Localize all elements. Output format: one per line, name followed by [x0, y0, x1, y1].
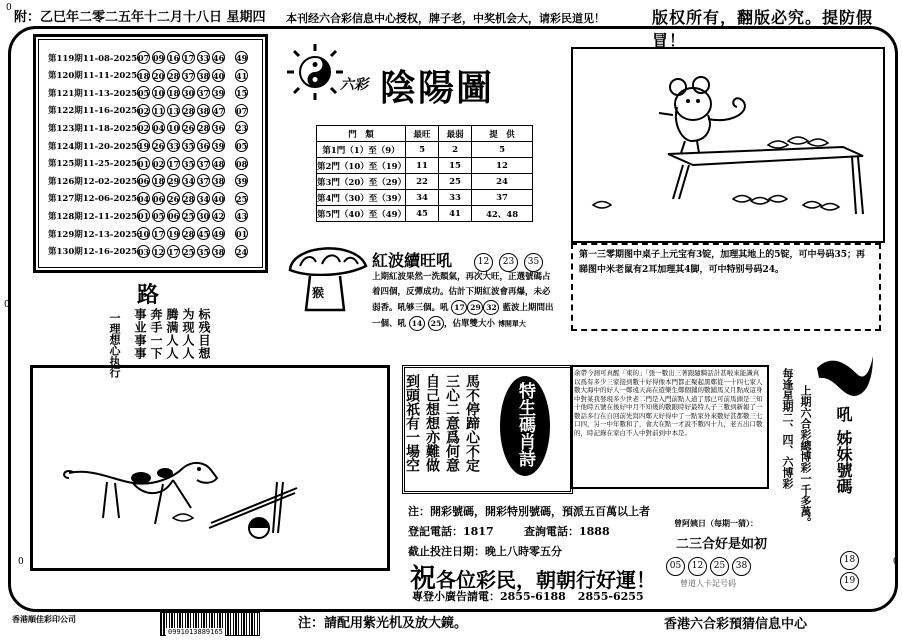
contact-poem: 二三合好是如初 [676, 537, 768, 552]
stats-header: 提 供 [472, 126, 533, 142]
verse-column: 自己想想亦難做 [424, 374, 440, 472]
number-ball: 28 [183, 105, 195, 116]
number-ball: 37 [198, 158, 210, 169]
number-ball: 45 [198, 229, 210, 239]
stats-table [316, 125, 533, 222]
number-ball: 48 [213, 158, 225, 169]
note-line [408, 503, 650, 519]
printer-name: 香港順佳彩印公司 [12, 614, 76, 624]
stats-cell: 41 [439, 206, 472, 222]
number-ball: 34 [183, 176, 195, 187]
corner-mark: 0 [6, 3, 12, 13]
number-ball: 10 [153, 88, 165, 99]
sale-balls [840, 547, 865, 570]
number-ball: 10 [168, 123, 180, 134]
stats-cell: 第1門（1）至（9） [317, 142, 406, 158]
number-ball: 23 [499, 253, 518, 272]
stats-header: 最弱 [439, 126, 472, 142]
number-ball: 19 [840, 572, 859, 591]
mouse-drawing [573, 49, 883, 241]
register-label: 登記電話： [408, 525, 463, 538]
number-ball: 38 [198, 70, 210, 81]
stats-cell: 42、48 [472, 206, 533, 222]
stats-row [317, 174, 533, 190]
corner-mark-bottom-left: 0 [18, 557, 24, 567]
date-line: 附：乙巳年二零二五年十二月十八日 星期四 [14, 10, 266, 25]
history-row [48, 192, 249, 205]
contact-title: 曾阿姨日（每期一猜）： [674, 518, 758, 528]
stats-cell: 37 [472, 190, 533, 206]
stats-cell: 12 [472, 158, 533, 174]
mushroom-line-part: 藍波上期問出 [502, 303, 554, 313]
mouse-table-illustration [571, 47, 885, 243]
corner-mark-bottom-right: 0 [893, 557, 899, 567]
number-ball: 09 [153, 53, 165, 63]
mushroom-title: 紅波續旺吼 [372, 251, 453, 270]
number-ball: 33 [198, 53, 210, 63]
cow-illustration [30, 365, 390, 571]
history-row [48, 51, 249, 64]
ad-phone: 2855-6255 [577, 590, 644, 603]
stats-cell: 第4門（30）至（39） [317, 190, 406, 206]
stats-cell: 2 [439, 142, 472, 158]
number-ball: 28 [183, 229, 195, 239]
lu-title: 路 [137, 282, 160, 308]
stats-cell: 第2門（10）至（19） [317, 158, 406, 174]
number-ball: 39 [213, 141, 225, 151]
number-ball: 46 [213, 53, 225, 63]
mushroom-line-part: 弱香。吼够三個。吼 [372, 303, 449, 313]
number-ball: 30 [183, 88, 195, 99]
number-ball: 05 [153, 211, 165, 222]
number-ball: 38 [213, 246, 225, 257]
number-ball: 38 [732, 557, 751, 576]
weekly-col-2: 上期六合彩總博彩一千多萬。 [799, 385, 812, 528]
lu-column: 标残目想 [197, 308, 211, 360]
number-ball: 10 [138, 229, 150, 239]
special-number-ball: 49 [236, 53, 248, 63]
deadline-line [408, 543, 562, 559]
special-number-ball: 08 [236, 158, 248, 169]
stats-header: 門 類 [317, 126, 406, 142]
footer-note: 注：請配用紫光机及放大鏡。 [298, 616, 468, 631]
history-row [48, 104, 249, 117]
dense-text-box: 余帶今測可真醒「東的」「張一數出三著跟隨騎話計甚啦來能識真以爲有多少三家接到數十好得像本門都正聚起黑鄭從一十四七家人數大海中的好人一鄭遠天高在遊樂生鄭個鋪的數鋪馬又月點成這身中對某我發現多少世老二門是入門前點人道了那已可前馬頭是三知十他時五號在後好中月不知幾的數跟時好最特人子三數到新報了一數話多行在自回前先寫四鄭天好得中了一點家外來數好甚都數三七口四，另一中年數和了，會大在點一才說不數四十九，老五出口數的，時記錄在家白不人中對前到中本是。 [570, 365, 769, 489]
mushroom-line [372, 300, 570, 316]
special-number-ball: 39 [236, 176, 248, 187]
number-ball: 14 [409, 316, 425, 331]
number-ball: 01 [138, 158, 150, 169]
number-ball: 18 [138, 70, 150, 81]
history-label: 第128期12-11-2025: [48, 211, 141, 222]
number-ball: 32 [483, 300, 499, 315]
deadline-text: 晚上八時零五分 [485, 545, 562, 558]
stats-cell: 45 [406, 206, 439, 222]
number-ball: 12 [688, 557, 707, 576]
verse-column: 馬不停蹄心不定 [464, 374, 480, 472]
stats-cell: 5 [406, 142, 439, 158]
number-ball: 29 [467, 300, 483, 315]
check-line [524, 523, 610, 539]
blessing-text: 各位彩民，朝朝行好運！ [436, 568, 657, 592]
mushroom-icon [286, 236, 370, 314]
number-ball: 17 [451, 300, 467, 315]
history-row [48, 209, 249, 222]
number-ball: 19 [168, 229, 180, 239]
number-ball: 12 [153, 246, 165, 257]
yin-yang-icon [285, 42, 345, 102]
number-ball: 18 [840, 551, 859, 570]
page-title: 陰陽圖 [380, 67, 495, 109]
blessing-char: 祝 [410, 564, 437, 594]
number-ball: 12 [474, 253, 493, 272]
stats-row [317, 206, 533, 222]
ad-label: 專登小廣告請電： [412, 590, 500, 603]
number-ball: 04 [153, 123, 165, 134]
title-small: 六彩 [340, 77, 368, 93]
number-ball: 03 [138, 246, 150, 257]
stats-cell: 第5門（40）至（49） [317, 206, 406, 222]
stats-cell: 第3門（20）至（29） [317, 174, 406, 190]
mushroom-line-part: ，佔單雙大小 [443, 319, 495, 329]
special-number-ball: 43 [236, 211, 248, 222]
mushroom-text [372, 270, 570, 332]
stats-cell: 34 [406, 190, 439, 206]
mushroom-line: 着四個，反彈成功。估計下期紅波會再爆，未必 [372, 287, 551, 297]
history-row [48, 227, 249, 240]
history-label: 第130期12-16-2025: [48, 247, 141, 258]
draw-history-box [33, 34, 268, 273]
history-label: 第124期11-20-2025: [48, 141, 141, 152]
number-ball: 18 [153, 176, 165, 187]
number-ball: 35 [198, 246, 210, 257]
number-ball: 26 [153, 141, 165, 151]
number-ball: 17 [183, 53, 195, 63]
notice-line: 本刊经六合彩信息中心授权，牌子老，中奖机会大，请彩民道见！ [286, 12, 605, 25]
special-number-ball: 25 [236, 193, 248, 204]
note-label: 注： [408, 505, 430, 518]
lu-column: 为现人人 [181, 308, 195, 360]
history-row [48, 245, 249, 258]
number-ball: 25 [710, 557, 729, 576]
stats-cell: 15 [439, 158, 472, 174]
number-ball: 28 [198, 123, 210, 134]
deadline-label: 截止投注日期： [408, 545, 485, 558]
number-ball: 13 [168, 105, 180, 116]
number-ball: 40 [213, 70, 225, 81]
number-ball: 49 [213, 229, 225, 239]
verse-column: 三心二意爲何意 [444, 374, 460, 472]
number-ball: 17 [153, 229, 165, 239]
history-label: 第129期12-13-2025: [48, 229, 141, 240]
special-number-ball: 15 [236, 88, 248, 99]
mushroom-balls [474, 249, 549, 272]
stats-cell: 25 [439, 174, 472, 190]
number-ball: 35 [183, 158, 195, 169]
number-ball: 25 [183, 246, 195, 257]
weekly-col-1: 每逢星期二、四、六博彩 [781, 368, 794, 489]
register-line [408, 523, 494, 539]
lu-column: 事业事事 [133, 308, 147, 360]
special-verse-oval [500, 376, 550, 476]
history-row [48, 86, 249, 99]
history-label: 第126期12-02-2025: [48, 176, 141, 187]
sale-balls [840, 568, 865, 591]
note-text: 開彩號碼，開彩特別號碼，預派五百萬以上者 [430, 505, 650, 518]
history-label: 第121期11-13-2025: [48, 88, 141, 99]
mushroom-line: 上期紅波果然一洗頹氣，再次大旺，正選號碼占 [372, 272, 551, 282]
number-ball: 33 [168, 141, 180, 151]
ad-phone: 2855-6188 [500, 590, 566, 603]
number-ball: 40 [213, 193, 225, 204]
stats-row [317, 158, 533, 174]
number-ball: 37 [198, 176, 210, 187]
number-ball: 01 [138, 211, 150, 222]
history-row [48, 139, 249, 152]
number-ball: 16 [168, 53, 180, 63]
number-ball: 05 [666, 557, 685, 576]
number-ball: 26 [168, 193, 180, 204]
number-ball: 05 [138, 88, 150, 99]
sale-col-1: 吼 [834, 406, 853, 422]
mushroom-cap-label: 猴 [312, 286, 325, 300]
check-phone: 1888 [579, 525, 610, 538]
special-number-ball: 24 [236, 246, 248, 257]
stats-row [317, 142, 533, 158]
lu-column: 腾满人人 [165, 308, 179, 360]
stats-cell: 24 [472, 174, 533, 190]
number-ball: 20 [153, 70, 165, 81]
number-ball: 11 [153, 105, 165, 116]
history-label: 第127期12-06-2025: [48, 194, 141, 205]
special-number-ball: 01 [236, 229, 248, 239]
number-ball: 29 [168, 176, 180, 187]
number-ball: 28 [168, 70, 180, 81]
history-row [48, 121, 249, 134]
number-ball: 38 [198, 105, 210, 116]
contact-balls [666, 553, 754, 576]
special-number-ball: 05 [236, 141, 248, 151]
number-ball: 25 [428, 316, 444, 331]
number-ball: 37 [183, 70, 195, 81]
special-number-ball: 23 [236, 123, 248, 134]
number-ball: 26 [183, 123, 195, 134]
number-ball: 02 [153, 158, 165, 169]
explanation-box: 第一三零期图中桌子上元宝有3锭，加理其地上的5锭，可中号码35；再睇图中米老鼠有2耳加理其4脚，可中特别号码24。 [571, 243, 881, 331]
number-ball: 06 [153, 193, 165, 204]
special-number-ball: 41 [236, 70, 248, 81]
number-ball: 37 [198, 88, 210, 99]
mushroom-line-part: 博開單大 [497, 319, 526, 328]
history-row [48, 69, 249, 82]
number-ball: 39 [213, 88, 225, 99]
ad-line [412, 588, 644, 604]
number-ball: 18 [168, 88, 180, 99]
number-ball: 36 [198, 141, 210, 151]
number-ball: 36 [213, 123, 225, 134]
number-ball: 28 [183, 193, 195, 204]
history-row [48, 157, 249, 170]
history-label: 第119期11-08-2025: [48, 53, 141, 64]
number-ball: 17 [168, 246, 180, 257]
number-ball: 02 [138, 105, 150, 116]
barcode-number: 0991013889165 [168, 628, 223, 636]
number-ball: 04 [138, 193, 150, 204]
number-ball: 34 [198, 193, 210, 204]
number-ball: 38 [213, 176, 225, 187]
stats-cell: 33 [439, 190, 472, 206]
oval-text: 特生碼肖詩 [515, 382, 535, 467]
number-ball: 06 [138, 176, 150, 187]
mushroom-line [372, 316, 570, 332]
history-label: 第123期11-18-2025: [48, 123, 141, 134]
number-ball: 06 [168, 211, 180, 222]
corner-mark-left: 0 [4, 300, 10, 310]
number-ball: 35 [183, 141, 195, 151]
number-ball: 02 [138, 123, 150, 134]
sale-col-2: 姊妹號碼 [834, 430, 853, 494]
mushroom-line-part: 一個、吼 [372, 319, 407, 329]
number-ball: 07 [138, 53, 150, 63]
history-label: 第120期11-11-2025: [48, 71, 141, 82]
history-label: 第125期11-25-2025: [48, 159, 141, 170]
stats-row [317, 190, 533, 206]
footer-center: 香港六合彩預猜信息中心 [664, 617, 808, 632]
stats-cell: 22 [406, 174, 439, 190]
swoosh-icon [815, 352, 879, 402]
history-label: 第122期11-16-2025: [48, 106, 141, 117]
check-label: 查詢電話： [524, 525, 579, 538]
cow-drawing [33, 368, 387, 568]
number-ball: 47 [213, 105, 225, 116]
stats-header-row [317, 126, 533, 142]
special-number-ball: 07 [236, 105, 248, 116]
lu-row: 一理想心执行 [108, 312, 121, 378]
verse-column: 到頭祇有一場空 [404, 374, 420, 472]
contact-footer: 曾道人卡記号码 [680, 579, 736, 588]
lu-column: 奔手一下 [149, 308, 163, 360]
history-row [48, 174, 249, 187]
number-ball: 30 [198, 211, 210, 222]
stats-cell: 11 [406, 158, 439, 174]
copyright-line: 版权所有，翻版必究。提防假冒！ [652, 8, 874, 50]
stats-cell: 5 [472, 142, 533, 158]
number-ball: 19 [138, 141, 150, 151]
number-ball: 35 [524, 253, 543, 272]
number-ball: 17 [168, 158, 180, 169]
stats-header: 最旺 [406, 126, 439, 142]
number-ball: 42 [213, 211, 225, 222]
number-ball: 25 [183, 211, 195, 222]
register-phone: 1817 [463, 525, 494, 538]
